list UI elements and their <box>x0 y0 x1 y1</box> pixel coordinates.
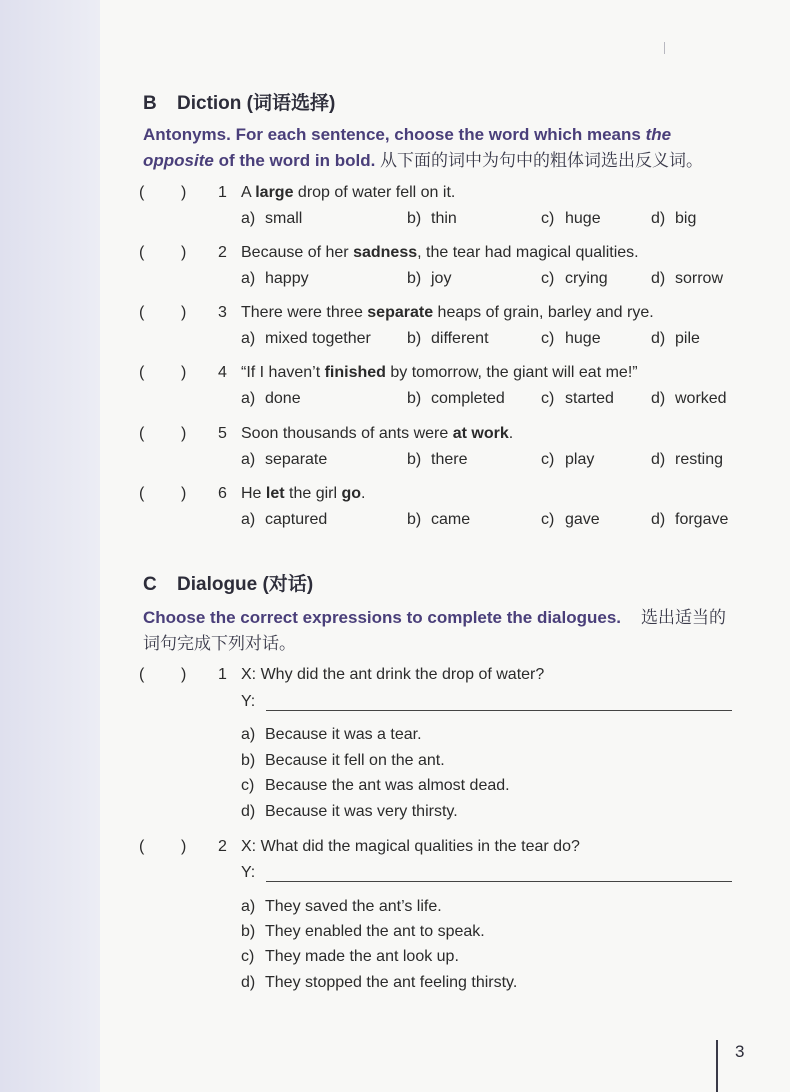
answer-blank-open[interactable]: ( <box>139 364 145 381</box>
answer-line[interactable] <box>266 710 732 711</box>
question-text: Soon thousands of ants were at work. <box>241 425 514 442</box>
question-b1 <box>0 184 790 236</box>
section-b-instruction <box>143 122 743 174</box>
question-number: 2 <box>218 244 227 261</box>
bold-word: separate <box>367 304 434 321</box>
option-d[interactable]: d) big <box>651 210 697 227</box>
answer-blank-open[interactable]: ( <box>139 485 145 502</box>
bold-word: at work <box>452 425 509 442</box>
question-b6 <box>0 485 790 537</box>
page-number: 3 <box>735 1042 745 1061</box>
option-d[interactable]: d) resting <box>651 451 724 468</box>
option-a[interactable]: a) small <box>241 210 303 227</box>
bold-word: sadness <box>353 244 418 261</box>
question-number: 1 <box>218 666 227 683</box>
answer-blank-close[interactable]: ) <box>181 838 187 855</box>
bold-word: go <box>341 485 362 502</box>
option-c[interactable]: c) They made the ant look up. <box>241 948 459 965</box>
instruction-chinese: 从下面的词中为句中的粗体词选出反义词。 <box>375 151 704 170</box>
bold-word: large <box>255 184 294 201</box>
option-c[interactable]: c) started <box>541 390 614 407</box>
option-c[interactable]: c) Because the ant was almost dead. <box>241 777 510 794</box>
dialogue-y-label: Y: <box>241 693 256 710</box>
question-text: Because of her sadness, the tear had magical qualities. <box>241 244 639 261</box>
question-number: 4 <box>218 364 227 381</box>
question-b5 <box>0 425 790 477</box>
option-c[interactable]: c) play <box>541 451 595 468</box>
question-number: 1 <box>218 184 227 201</box>
page-number-rule <box>716 1040 718 1092</box>
option-c[interactable]: c) huge <box>541 330 601 347</box>
option-a[interactable]: a) happy <box>241 270 309 287</box>
option-b[interactable]: b) thin <box>407 210 457 227</box>
answer-blank-open[interactable]: ( <box>139 304 145 321</box>
answer-blank-open[interactable]: ( <box>139 244 145 261</box>
option-b[interactable]: b) Because it fell on the ant. <box>241 752 445 769</box>
answer-blank-open[interactable]: ( <box>139 425 145 442</box>
answer-blank-close[interactable]: ) <box>181 364 187 381</box>
instruction-text: Choose the correct expressions to complete the dialogues. <box>143 608 622 627</box>
question-b2 <box>0 244 790 296</box>
option-b[interactable]: b) They enabled the ant to speak. <box>241 923 485 940</box>
answer-blank-close[interactable]: ) <box>181 666 187 683</box>
question-text: “If I haven’t finished by tomorrow, the giant will eat me!” <box>241 364 638 381</box>
answer-blank-open[interactable]: ( <box>139 184 145 201</box>
option-a[interactable]: a) They saved the ant’s life. <box>241 898 442 915</box>
dialogue-x-line: X: Why did the ant drink the drop of water? <box>241 666 545 683</box>
section-letter: B <box>143 93 157 114</box>
answer-blank-close[interactable]: ) <box>181 304 187 321</box>
option-d[interactable]: d) worked <box>651 390 727 407</box>
section-title-text: Dialogue (对话) <box>177 574 314 595</box>
section-c-title <box>143 569 313 596</box>
question-b4 <box>0 364 790 416</box>
option-d[interactable]: d) sorrow <box>651 270 724 287</box>
option-a[interactable]: a) captured <box>241 511 328 528</box>
crop-mark <box>664 42 665 54</box>
option-a[interactable]: a) done <box>241 390 301 407</box>
option-a[interactable]: a) mixed together <box>241 330 371 347</box>
answer-line[interactable] <box>266 881 732 882</box>
question-text: He let the girl go. <box>241 485 366 502</box>
question-text: There were three separate heaps of grain, barley and rye. <box>241 304 654 321</box>
instruction-label: Antonyms. <box>143 125 231 144</box>
section-c-instruction <box>143 605 739 657</box>
section-b-title <box>143 88 335 115</box>
dialogue-y-label: Y: <box>241 864 256 881</box>
question-number: 5 <box>218 425 227 442</box>
option-d[interactable]: d) pile <box>651 330 700 347</box>
instruction-text: For each sentence, choose the word which means <box>230 125 646 144</box>
answer-blank-open[interactable]: ( <box>139 838 145 855</box>
answer-blank-close[interactable]: ) <box>181 485 187 502</box>
option-b[interactable]: b) different <box>407 330 489 347</box>
question-b3 <box>0 304 790 356</box>
option-c[interactable]: c) gave <box>541 511 600 528</box>
option-c[interactable]: c) huge <box>541 210 601 227</box>
section-title-text: Diction (词语选择) <box>177 93 336 114</box>
section-letter: C <box>143 574 157 595</box>
question-number: 6 <box>218 485 227 502</box>
question-number: 3 <box>218 304 227 321</box>
dialogue-question-1 <box>0 666 790 826</box>
option-d[interactable]: d) Because it was very thirsty. <box>241 803 458 820</box>
option-b[interactable]: b) joy <box>407 270 452 287</box>
dialogue-question-2 <box>0 838 790 998</box>
option-c[interactable]: c) crying <box>541 270 608 287</box>
instruction-emphasis: the opposite <box>143 125 672 170</box>
option-b[interactable]: b) came <box>407 511 471 528</box>
option-a[interactable]: a) separate <box>241 451 328 468</box>
option-d[interactable]: d) They stopped the ant feeling thirsty. <box>241 974 518 991</box>
option-a[interactable]: a) Because it was a tear. <box>241 726 422 743</box>
option-b[interactable]: b) completed <box>407 390 505 407</box>
answer-blank-close[interactable]: ) <box>181 425 187 442</box>
instruction-text: of the word in bold. <box>213 151 376 170</box>
dialogue-x-line: X: What did the magical qualities in the tear do? <box>241 838 580 855</box>
answer-blank-open[interactable]: ( <box>139 666 145 683</box>
instruction-chinese: 选出适当的词句完成下列对话。 <box>143 608 727 653</box>
question-text: A large drop of water fell on it. <box>241 184 456 201</box>
bold-word: finished <box>324 364 386 381</box>
option-d[interactable]: d) forgave <box>651 511 729 528</box>
answer-blank-close[interactable]: ) <box>181 184 187 201</box>
bold-word: let <box>265 485 285 502</box>
question-number: 2 <box>218 838 227 855</box>
option-b[interactable]: b) there <box>407 451 468 468</box>
answer-blank-close[interactable]: ) <box>181 244 187 261</box>
